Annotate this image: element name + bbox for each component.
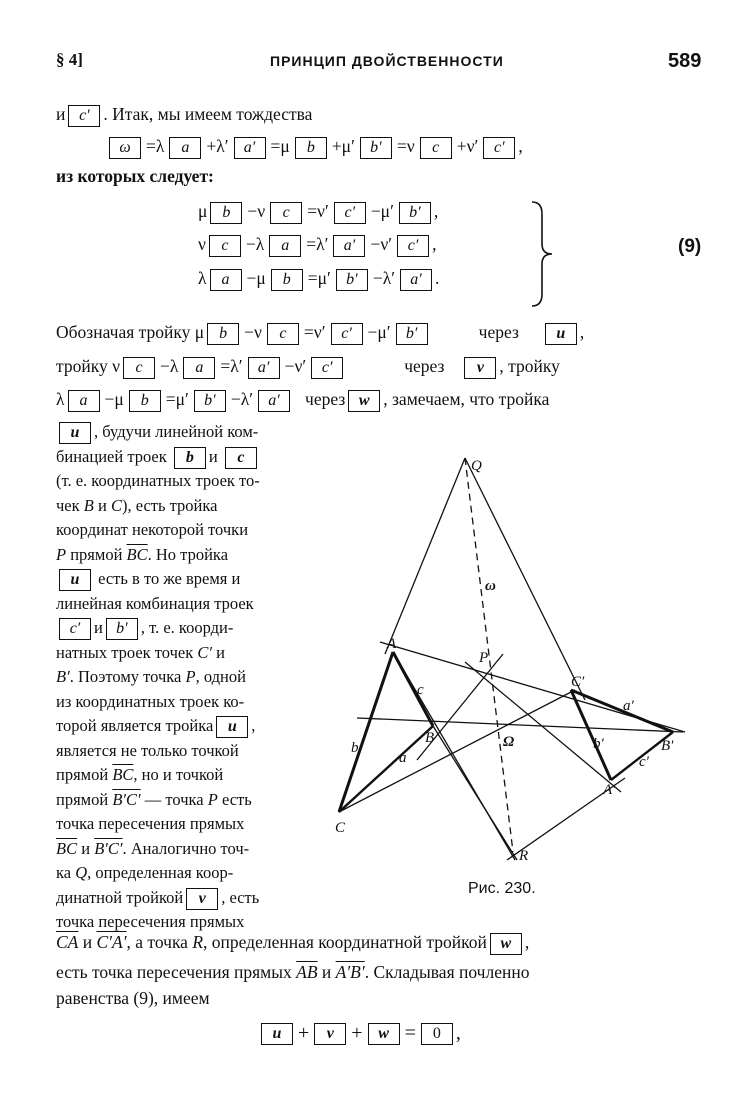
text-fragment: натных троек точек — [56, 642, 198, 662]
text-fragment: P — [185, 667, 196, 686]
coordinate-triple-box: b′ — [106, 618, 138, 640]
label-R: R — [519, 848, 529, 864]
text-fragment: $\overline{BC}$ — [112, 765, 134, 784]
text-fragment: +μ′ — [331, 136, 355, 156]
text-fragment: . Аналогично точ- — [122, 838, 250, 858]
coordinate-triple-box: c′ — [331, 323, 363, 345]
text-fragment — [56, 788, 260, 813]
text-fragment: A′B′ — [335, 962, 365, 982]
text-fragment: =λ′ — [306, 234, 329, 254]
figure-caption: Рис. 230. — [468, 880, 536, 897]
text-fragment: −λ — [245, 234, 265, 254]
coordinate-triple-box: u — [545, 323, 577, 345]
text-fragment: $\overline{BC}$ — [126, 544, 148, 564]
text-fragment: . Но тройка — [147, 544, 229, 564]
text-fragment: координат некоторой точки — [56, 520, 249, 539]
text-fragment: , — [455, 1022, 461, 1044]
line-P-A1 — [465, 662, 621, 792]
text-fragment: и — [317, 962, 336, 982]
text-fragment: точка пересечения прямых — [56, 912, 245, 931]
text-fragment: . Поэтому точка — [69, 667, 186, 686]
text-fragment: =μ — [270, 136, 290, 156]
label-a: a — [399, 750, 407, 766]
paragraph-define-line-1 — [56, 322, 584, 345]
line-Q-omega-R — [465, 458, 513, 852]
text-fragment: — точка — [140, 789, 208, 809]
text-fragment: торой является тройка — [56, 716, 214, 735]
label-P: P — [479, 650, 489, 666]
text-fragment: , будучи линейной ком- — [94, 422, 259, 441]
text-fragment: есть точка пересечения прямых — [56, 962, 297, 982]
text-fragment: −ν′ — [284, 356, 307, 376]
paragraph-end-line-2 — [56, 962, 529, 983]
text-fragment: −μ′ — [367, 322, 391, 342]
text-fragment: +ν′ — [456, 136, 479, 156]
page-number: 589 — [668, 50, 702, 72]
text-fragment: μ — [198, 201, 208, 221]
line-B-B1 — [357, 718, 683, 732]
coordinate-triple-box: a′ — [234, 137, 266, 159]
coordinate-triple-box: c — [270, 202, 302, 224]
text-fragment: −μ′ — [370, 201, 394, 221]
label-a-prime: a′ — [623, 698, 634, 714]
coordinate-triple-box: w — [368, 1023, 400, 1045]
text-fragment: ν — [198, 234, 206, 254]
text-fragment — [56, 763, 260, 788]
coordinate-triple-box: c — [420, 137, 452, 159]
text-fragment: есть — [217, 789, 252, 809]
coordinate-triple-box: b — [295, 137, 327, 159]
text-fragment: , а точка — [126, 932, 193, 952]
text-fragment: , — [579, 322, 585, 342]
coordinate-triple-box: 0 — [421, 1023, 453, 1045]
text-fragment: , замечаем, что тройка — [383, 389, 550, 409]
coordinate-triple-box: c — [123, 357, 155, 379]
coordinate-triple-box: a — [68, 390, 100, 412]
coordinate-triple-box: b′ — [360, 137, 392, 159]
coordinate-triple-box: u — [59, 422, 91, 444]
coordinate-triple-box: b — [207, 323, 239, 345]
text-fragment — [56, 616, 260, 641]
coordinate-triple-box: w — [490, 933, 522, 955]
coordinate-triple-box: c′ — [483, 137, 515, 159]
label-A-prime: A′ — [603, 782, 616, 798]
text-fragment: , — [524, 932, 530, 952]
coordinate-triple-box: a — [183, 357, 215, 379]
final-equation — [258, 1022, 461, 1045]
column-text — [56, 420, 260, 935]
text-fragment: из координатных троек ко- — [56, 691, 245, 711]
equation-number: (9) — [678, 236, 702, 257]
paragraph-follows: из которых следует: — [56, 166, 214, 186]
text-fragment: −ν — [244, 322, 262, 342]
text-fragment: . Итак, мы имеем тождества — [103, 104, 313, 124]
text-fragment — [56, 886, 260, 911]
coordinate-triple-box: c′ — [334, 202, 366, 224]
text-fragment: + — [351, 1022, 363, 1044]
text-fragment: B′ — [56, 667, 70, 686]
text-fragment: , т. е. коорди- — [140, 618, 234, 637]
text-fragment: C′ — [197, 642, 213, 662]
box-c-prime: c′ — [68, 105, 100, 127]
text-fragment: + — [298, 1022, 310, 1044]
coordinate-triple-box: v — [186, 888, 218, 910]
text-fragment: через — [305, 389, 346, 409]
coordinate-triple-box: ω — [109, 137, 141, 159]
coordinate-triple-box: b′ — [194, 390, 226, 412]
text-fragment: = — [404, 1022, 416, 1044]
text-fragment: через — [404, 356, 445, 376]
text-fragment: и — [56, 104, 66, 124]
text-fragment: и — [93, 495, 111, 515]
coordinate-triple-box: c — [267, 323, 299, 345]
text-fragment: , — [518, 136, 523, 156]
coordinate-triple-box: a′ — [333, 235, 365, 257]
text-fragment: , но и точкой — [133, 765, 224, 784]
text-fragment: R — [192, 932, 204, 952]
text-fragment: и — [77, 838, 95, 858]
text-fragment: −λ′ — [230, 389, 254, 409]
coordinate-triple-box: c′ — [59, 618, 91, 640]
running-title: ПРИНЦИП ДВОЙСТВЕННОСТИ — [270, 53, 504, 69]
text-fragment — [56, 641, 260, 666]
text-fragment: B′C′ — [112, 789, 141, 809]
label-C: C — [335, 820, 346, 836]
text-fragment: через — [478, 322, 519, 342]
system-row-2 — [198, 234, 436, 257]
coordinate-triple-box: w — [348, 390, 380, 412]
system-row-1 — [198, 201, 438, 224]
text-fragment: =ν′ — [307, 201, 329, 221]
text-fragment: P — [56, 544, 67, 564]
label-c-prime: c′ — [639, 754, 649, 770]
text-fragment: прямой — [66, 544, 127, 564]
text-fragment: Обозначая тройку μ — [56, 322, 205, 342]
text-fragment: P — [207, 789, 218, 809]
text-fragment: −λ′ — [372, 268, 396, 288]
coordinate-triple-box: b′ — [396, 323, 428, 345]
text-fragment: (т. е. координатных троек то- — [56, 471, 260, 490]
figure-230 — [325, 440, 695, 880]
text-fragment: Q — [75, 863, 88, 882]
text-fragment: λ — [56, 389, 65, 409]
text-fragment — [56, 420, 260, 445]
coordinate-triple-box: b — [129, 390, 161, 412]
paragraph-end-line-1 — [56, 932, 529, 955]
text-fragment — [56, 665, 260, 690]
label-omega: ω — [485, 578, 496, 594]
identity-equation — [106, 136, 523, 159]
coordinate-triple-box: c — [225, 447, 257, 469]
text-fragment: есть в то же время и — [94, 569, 241, 588]
paragraph-end-line-3: равенства (9), имеем — [56, 988, 210, 1008]
text-fragment: −λ — [160, 356, 179, 376]
text-fragment: −μ — [246, 268, 266, 288]
label-Omega: Ω — [503, 734, 515, 750]
text-fragment: =μ′ — [307, 268, 331, 288]
text-fragment: $\overline{AB}$ — [296, 962, 318, 982]
text-fragment: , определенная коор- — [87, 863, 234, 882]
coordinate-triple-box: u — [261, 1023, 293, 1045]
label-B: B — [425, 730, 435, 746]
label-C-prime: C′ — [571, 674, 585, 690]
text-fragment: , — [433, 201, 439, 221]
text-fragment: λ — [198, 268, 207, 288]
text-fragment: динатной тройкой — [56, 887, 184, 907]
text-fragment: , — [251, 716, 256, 735]
coordinate-triple-box: a′ — [400, 269, 432, 291]
coordinate-triple-box: b — [210, 202, 242, 224]
text-fragment: =λ — [146, 136, 165, 156]
text-fragment — [56, 567, 260, 592]
text-fragment: прямой — [56, 789, 113, 809]
coordinate-triple-box: v — [464, 357, 496, 379]
coordinate-triple-box: v — [314, 1023, 346, 1045]
coordinate-triple-box: c′ — [311, 357, 343, 379]
coordinate-triple-box: a — [210, 269, 242, 291]
text-fragment: и — [208, 446, 218, 466]
text-fragment: B′C′ — [94, 838, 123, 858]
coordinate-triple-box: a — [169, 137, 201, 159]
text-fragment — [56, 714, 260, 739]
text-fragment: является не только точкой — [56, 740, 239, 760]
label-Q: Q — [471, 458, 482, 474]
label-c: c — [417, 682, 424, 698]
text-fragment: +λ′ — [206, 136, 229, 156]
text-fragment — [56, 494, 260, 519]
text-fragment: ), есть тройка — [121, 495, 218, 515]
coordinate-triple-box: a — [269, 235, 301, 257]
text-fragment: и — [212, 642, 225, 662]
coordinate-triple-box: u — [59, 569, 91, 591]
text-fragment: . Складывая почленно — [364, 962, 530, 982]
text-fragment: . — [435, 268, 440, 288]
text-fragment: прямой — [56, 765, 113, 784]
text-fragment: =ν — [396, 136, 415, 156]
text-fragment: =ν′ — [303, 322, 326, 342]
label-b-prime: b′ — [593, 736, 604, 752]
coordinate-triple-box: c′ — [397, 235, 429, 257]
text-fragment: , есть — [221, 887, 260, 907]
coordinate-triple-box: c — [209, 235, 241, 257]
paragraph-define-line-2 — [56, 356, 560, 379]
coordinate-triple-box: b — [271, 269, 303, 291]
text-fragment — [56, 543, 260, 568]
coordinate-triple-box: a′ — [258, 390, 290, 412]
coordinate-triple-box: b′ — [399, 202, 431, 224]
text-fragment: , одной — [195, 667, 246, 686]
text-fragment: линейная комбинация троек — [56, 593, 254, 613]
text-fragment — [56, 445, 260, 470]
text-fragment: $\overline{CA}$ — [56, 932, 79, 952]
paragraph-define-line-3 — [56, 389, 549, 412]
label-A: A — [387, 636, 397, 652]
text-fragment: чек — [56, 495, 84, 515]
text-fragment: , определенная координатной тройкой — [203, 932, 487, 952]
text-fragment: =λ′ — [220, 356, 243, 376]
text-fragment: C′A′ — [96, 932, 127, 952]
right-brace — [528, 200, 558, 308]
text-fragment: и — [78, 932, 97, 952]
text-fragment: −ν′ — [370, 234, 393, 254]
system-row-3 — [198, 268, 439, 291]
text-fragment: , — [432, 234, 437, 254]
text-fragment — [56, 837, 260, 862]
paragraph-intro — [56, 104, 312, 127]
text-fragment: $\overline{BC}$ — [56, 838, 78, 858]
line-QA — [385, 458, 465, 654]
text-fragment: −ν — [247, 201, 266, 221]
text-fragment — [56, 861, 260, 886]
coordinate-triple-box: a′ — [248, 357, 280, 379]
text-fragment: −μ — [104, 389, 124, 409]
text-fragment: , тройку — [499, 356, 560, 376]
coordinate-triple-box: b′ — [336, 269, 368, 291]
coordinate-triple-box: b — [174, 447, 206, 469]
text-fragment: точка пересечения прямых — [56, 814, 245, 833]
section-number: § 4] — [56, 50, 83, 69]
label-B-prime: B′ — [661, 738, 674, 754]
coordinate-triple-box: u — [216, 716, 248, 738]
text-fragment: B — [83, 495, 94, 515]
text-fragment: бинацией троек — [56, 446, 167, 466]
label-b: b — [351, 740, 359, 756]
text-fragment: C — [110, 495, 122, 515]
text-fragment: и — [94, 618, 103, 637]
text-fragment: тройку ν — [56, 356, 121, 376]
text-fragment: =μ′ — [165, 389, 189, 409]
text-fragment: ка — [56, 863, 76, 882]
